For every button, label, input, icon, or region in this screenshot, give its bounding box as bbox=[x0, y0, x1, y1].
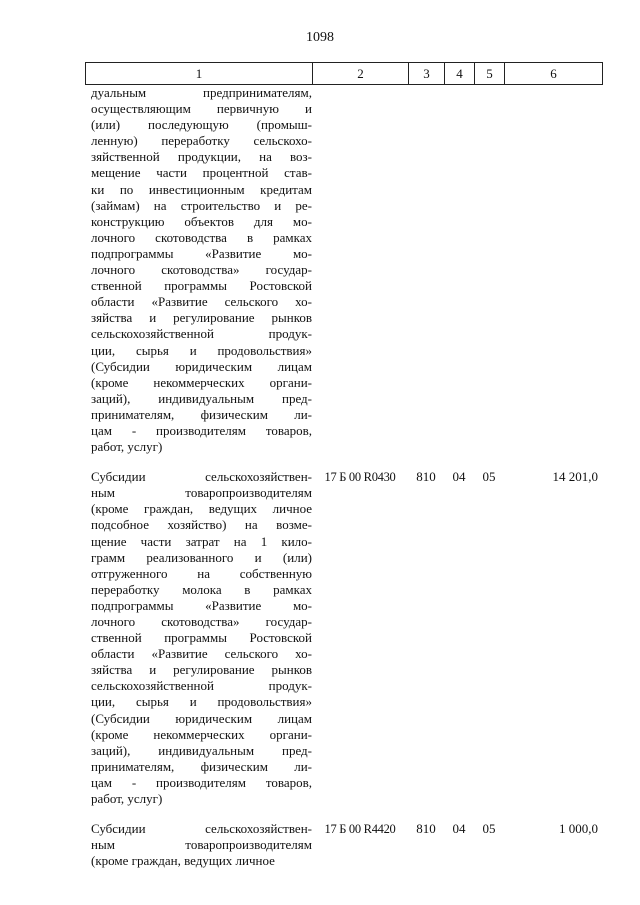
row-sum: 1 000,0 bbox=[559, 821, 598, 837]
description-line: Субсидии сельскохозяйствен- bbox=[91, 469, 312, 485]
description-line: зяйственной продукции, на воз- bbox=[91, 149, 312, 165]
header-col-4: 4 bbox=[445, 63, 475, 85]
description-line: заций), индивидуальным пред- bbox=[91, 390, 312, 406]
description-line: мещение части процентной став- bbox=[91, 165, 312, 181]
description-line: принимателям, физическим ли- bbox=[91, 758, 312, 774]
description-line: отгруженного на собственную bbox=[91, 565, 312, 581]
description-line: ленную) переработку сельскохо- bbox=[91, 133, 312, 149]
description-line: работ, услуг) bbox=[91, 439, 163, 455]
row-code: 17 Б 00 R0430 bbox=[324, 470, 396, 485]
description-line: (кроме некоммерческих органи- bbox=[91, 726, 312, 742]
row-code: 17 Б 00 R4420 bbox=[324, 822, 396, 837]
description-line: зяйства и регулирование рынков bbox=[91, 310, 312, 326]
description-line: переработку молока в рамках bbox=[91, 581, 312, 597]
description-line: зяйства и регулирование рынков bbox=[91, 662, 312, 678]
row-rz: 04 bbox=[452, 821, 466, 837]
description-line: Субсидии сельскохозяйствен- bbox=[91, 821, 312, 837]
description-line: сельскохозяйственной продук- bbox=[91, 326, 312, 342]
row-pr: 05 bbox=[482, 821, 496, 837]
row-gap bbox=[85, 807, 602, 821]
description-line: (займам) на строительство и ре- bbox=[91, 197, 312, 213]
description-line: области «Развитие сельского хо- bbox=[91, 294, 312, 310]
table-body bbox=[85, 85, 602, 869]
description-line: принимателям, физическим ли- bbox=[91, 406, 312, 422]
header-col-2: 2 bbox=[313, 63, 409, 85]
description-line: подпрограммы «Развитие мо- bbox=[91, 597, 312, 613]
header-col-6: 6 bbox=[505, 63, 603, 85]
description-line: цам - производителям товаров, bbox=[91, 422, 312, 438]
description-line: сельскохозяйственной продук- bbox=[91, 678, 312, 694]
row-gap bbox=[85, 455, 602, 469]
description-line: ным товаропроизводителям bbox=[91, 837, 312, 853]
description-line: (Субсидии юридическим лицам bbox=[91, 710, 312, 726]
description-line: подпрограммы «Развитие мо- bbox=[91, 245, 312, 261]
row-description bbox=[85, 821, 312, 869]
description-line: лочного скотоводства в рамках bbox=[91, 229, 312, 245]
description-line: заций), индивидуальным пред- bbox=[91, 742, 312, 758]
description-line: подсобное хозяйство) на возме- bbox=[91, 517, 312, 533]
description-line: (кроме некоммерческих органи- bbox=[91, 374, 312, 390]
description-line: цам - производителям товаров, bbox=[91, 774, 312, 790]
description-line: лочного скотоводства» государ- bbox=[91, 614, 312, 629]
row-rz: 04 bbox=[452, 469, 466, 485]
table-header bbox=[85, 62, 603, 85]
description-line: щение части затрат на 1 кило- bbox=[91, 533, 312, 549]
description-line: работ, услуг) bbox=[91, 791, 163, 807]
description-line: ственной программы Ростовской bbox=[91, 278, 312, 294]
description-line: осуществляющим первичную и bbox=[91, 101, 312, 117]
description-line: ции, сырья и продовольствия» bbox=[91, 342, 312, 358]
row-sum: 14 201,0 bbox=[552, 469, 598, 485]
description-line: области «Развитие сельского хо- bbox=[91, 646, 312, 662]
table-row bbox=[85, 821, 602, 869]
description-line: конструкцию объектов для мо- bbox=[91, 213, 312, 229]
page-number: 1098 bbox=[306, 30, 334, 45]
description-line: (кроме граждан, ведущих личное bbox=[91, 501, 312, 517]
table-row bbox=[85, 469, 602, 807]
description-line: (Субсидии юридическим лицам bbox=[91, 358, 312, 374]
row-vr: 810 bbox=[416, 821, 436, 837]
table-row bbox=[85, 85, 602, 455]
description-line: ки по инвестиционным кредитам bbox=[91, 181, 312, 197]
description-line: (кроме граждан, ведущих личное bbox=[91, 853, 275, 869]
description-line: лочного скотоводства» государ- bbox=[91, 262, 312, 278]
row-pr: 05 bbox=[482, 469, 496, 485]
description-line: ции, сырья и продовольствия» bbox=[91, 694, 312, 710]
description-line: (или) последующую (промыш- bbox=[91, 117, 312, 133]
header-col-1: 1 bbox=[86, 63, 313, 85]
header-col-3: 3 bbox=[409, 63, 445, 85]
description-line: ным товаропроизводителям bbox=[91, 485, 312, 501]
row-vr: 810 bbox=[416, 469, 436, 485]
row-description bbox=[85, 85, 312, 455]
description-line: дуальным предпринимателям, bbox=[91, 85, 312, 100]
description-line: грамм реализованного и (или) bbox=[91, 549, 312, 565]
description-line: ственной программы Ростовской bbox=[91, 630, 312, 646]
row-description bbox=[85, 469, 312, 807]
header-col-5: 5 bbox=[475, 63, 505, 85]
